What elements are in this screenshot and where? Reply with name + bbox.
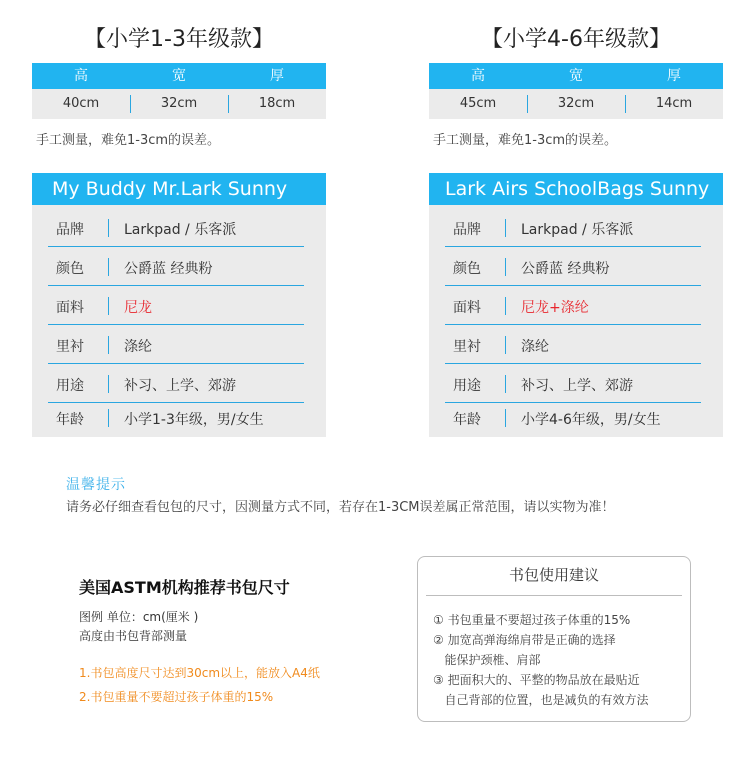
size-value-width: 32cm [130, 89, 228, 119]
spec-divider [108, 375, 109, 393]
spec-value: 公爵蓝 经典粉 [521, 261, 610, 277]
spec-value: 补习、上学、郊游 [521, 378, 633, 394]
left-size-table [32, 63, 326, 119]
size-header-width: 宽 [172, 68, 186, 84]
spec-key: 年龄 [453, 412, 481, 428]
size-header-height: 高 [74, 68, 88, 84]
spec-value: 涤纶 [521, 339, 549, 355]
advice-divider [426, 595, 682, 596]
right-spec-card [429, 173, 723, 437]
spec-row-brand [48, 209, 304, 247]
spec-divider [505, 336, 506, 354]
spec-divider [108, 219, 109, 237]
spec-value: 公爵蓝 经典粉 [124, 261, 213, 277]
size-value-depth: 18cm [228, 89, 326, 119]
advice-line-2: ② 加宽高弹海绵肩带是正确的选择 [433, 633, 616, 647]
size-value-height: 40cm [62, 96, 100, 111]
size-header-depth: 厚 [667, 68, 681, 84]
spec-key: 里衬 [56, 339, 84, 355]
size-value-height: 45cm [459, 96, 497, 111]
spec-divider [108, 336, 109, 354]
spec-value: Larkpad / 乐客派 [124, 222, 237, 238]
size-header-row [32, 63, 326, 89]
right-title: 【小学4-6年级款】 [481, 27, 671, 52]
spec-key: 颜色 [453, 261, 481, 277]
size-value-width: 32cm [527, 89, 625, 119]
spec-divider [505, 409, 506, 427]
spec-divider [505, 258, 506, 276]
spec-value: Larkpad / 乐客派 [521, 222, 634, 238]
spec-key: 年龄 [56, 412, 84, 428]
spec-divider [108, 409, 109, 427]
spec-value: 补习、上学、郊游 [124, 378, 236, 394]
left-spec-card [32, 173, 326, 437]
spec-row-color [445, 248, 701, 286]
spec-key: 品牌 [56, 222, 84, 238]
left-spec-title: My Buddy Mr.Lark Sunny [32, 173, 326, 205]
advice-line-1: ① 书包重量不要超过孩子体重的15% [433, 613, 631, 627]
tips-text: 请务必仔细查看包包的尺寸，因测量方式不同，若存在1-3CM误差属正常范围，请以实物为准！ [66, 500, 615, 515]
spec-row-fabric [48, 287, 304, 325]
spec-row-age [48, 399, 304, 437]
size-header-width: 宽 [569, 68, 583, 84]
right-measure-note: 手工测量，难免1-3cm的误差。 [433, 133, 618, 148]
spec-key: 用途 [453, 378, 481, 394]
advice-box [417, 556, 691, 722]
size-header-row [429, 63, 723, 89]
spec-row-usage [48, 365, 304, 403]
astm-legend-unit: 图例 单位：cm(厘米 ) [79, 610, 199, 624]
right-spec-title: Lark Airs SchoolBags Sunny [429, 173, 723, 205]
advice-title: 书包使用建议 [508, 566, 599, 584]
astm-measure-note: 高度由书包背部测量 [79, 629, 188, 643]
spec-key: 里衬 [453, 339, 481, 355]
astm-height-rule: 1.书包高度尺寸达到30cm以上，能放入A4纸 [79, 666, 320, 680]
spec-row-lining [48, 326, 304, 364]
spec-row-age [445, 399, 701, 437]
advice-line-5: 自己背部的位置，也是减负的有效方法 [433, 693, 649, 707]
spec-key: 颜色 [56, 261, 84, 277]
left-measure-note: 手工测量，难免1-3cm的误差。 [36, 133, 221, 148]
spec-key: 面料 [453, 300, 481, 316]
spec-row-lining [445, 326, 701, 364]
spec-value: 涤纶 [124, 339, 152, 355]
spec-divider [108, 258, 109, 276]
spec-row-fabric [445, 287, 701, 325]
spec-divider [505, 219, 506, 237]
right-size-table [429, 63, 723, 119]
left-title: 【小学1-3年级款】 [84, 27, 274, 52]
spec-value-highlight: 尼龙+涤纶 [521, 300, 589, 316]
spec-divider [505, 297, 506, 315]
spec-value-highlight: 尼龙 [124, 300, 152, 316]
spec-row-color [48, 248, 304, 286]
advice-line-3: 能保护颈椎、肩部 [433, 653, 541, 667]
spec-value: 小学4-6年级，男/女生 [521, 412, 661, 428]
size-value-row [429, 89, 723, 119]
spec-divider [505, 375, 506, 393]
spec-key: 用途 [56, 378, 84, 394]
size-value-row [32, 89, 326, 119]
spec-value: 小学1-3年级，男/女生 [124, 412, 264, 428]
size-value-depth: 14cm [625, 89, 723, 119]
astm-weight-rule: 2.书包重量不要超过孩子体重的15% [79, 690, 274, 704]
astm-title: 美国ASTM机构推荐书包尺寸 [79, 578, 290, 597]
tips-title: 温馨提示 [66, 477, 126, 493]
advice-line-4: ③ 把面积大的、平整的物品放在最贴近 [433, 673, 640, 687]
spec-divider [108, 297, 109, 315]
spec-key: 面料 [56, 300, 84, 316]
size-header-height: 高 [471, 68, 485, 84]
spec-row-usage [445, 365, 701, 403]
size-header-depth: 厚 [270, 68, 284, 84]
spec-row-brand [445, 209, 701, 247]
spec-key: 品牌 [453, 222, 481, 238]
